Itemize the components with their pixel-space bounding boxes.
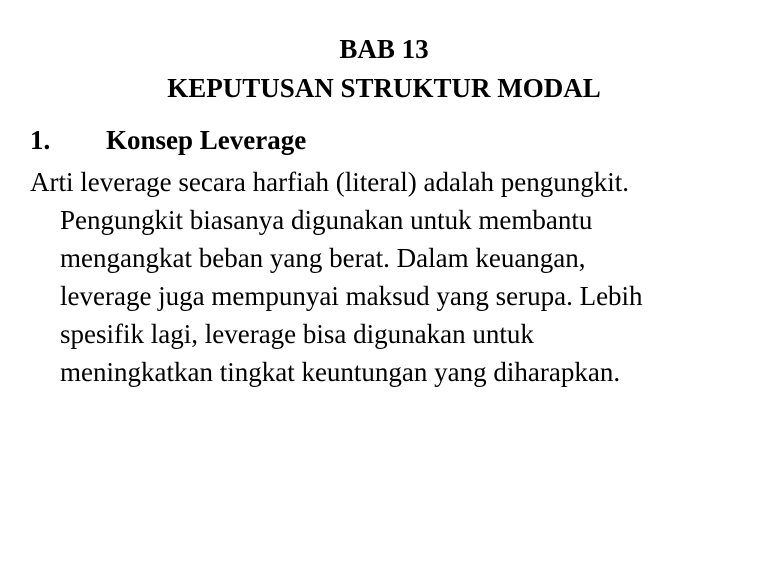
paragraph-line: spesifik lagi, leverage bisa digunakan untuk	[60, 319, 534, 349]
paragraph-line: Arti leverage secara harfiah (literal) adalah pengungkit.	[30, 167, 629, 197]
paragraph-line: Pengungkit biasanya digunakan untuk membantu	[60, 205, 593, 235]
paragraph-line: mengangkat beban yang berat. Dalam keuangan,	[60, 243, 586, 273]
paragraph-line: meningkatkan tingkat keuntungan yang diharapkan.	[60, 357, 621, 387]
paragraph-line: leverage juga mempunyai maksud yang serupa. Lebih	[60, 281, 643, 311]
section-title: Konsep Leverage	[106, 125, 307, 155]
body-paragraph	[30, 163, 750, 391]
section-number: 1.	[30, 125, 51, 155]
chapter-title: BAB 13	[339, 34, 429, 64]
page-title: KEPUTUSAN STRUKTUR MODAL	[167, 73, 601, 103]
section-heading	[30, 124, 306, 156]
